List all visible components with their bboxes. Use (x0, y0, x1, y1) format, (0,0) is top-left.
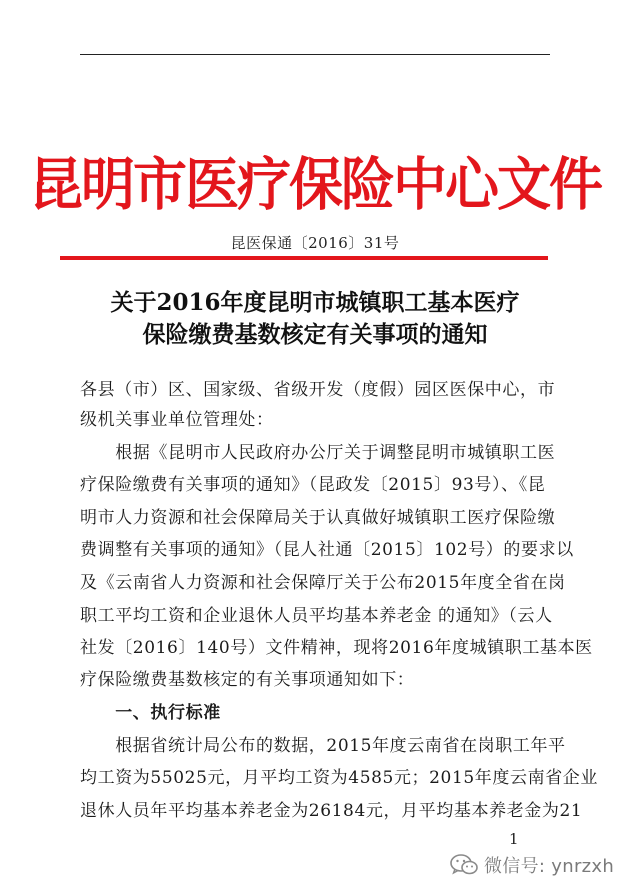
body-line: 级机关事业单位管理处： (80, 410, 274, 430)
notice-title-line-2: 保险缴费基数核定有关事项的通知 (142, 321, 488, 348)
body-line: 疗保险缴费基数核定的有关事项通知如下： (80, 670, 415, 690)
body-line: 职工平均工资和企业退休人员平均基本养老金 的通知》（云人 (80, 606, 553, 626)
body-line: 退休人员年平均基本养老金为26184元，月平均基本养老金为21 (80, 801, 583, 821)
body-line: 各县（市）区、国家级、省级开发（度假）园区医保中心，市 (80, 380, 556, 400)
body-line: 社发〔2016〕140号）文件精神，现将2016年度城镇职工基本医 (80, 638, 593, 658)
body-line: 疗保险缴费有关事项的通知》（昆政发〔2015〕93号）、《昆 (80, 475, 546, 495)
wechat-watermark (450, 850, 614, 880)
body-line: 根据省统计局公布的数据，2015年度云南省在岗职工年平 (80, 736, 566, 756)
document-header-title: 昆明市医疗保险中心文件 (29, 150, 601, 218)
body-line: 费调整有关事项的通知》（昆人社通〔2015〕102号）的要求以 (80, 540, 574, 560)
notice-title-line-1: 关于2016年度昆明市城镇职工基本医疗 (110, 289, 520, 316)
document-number: 昆医保通〔2016〕31号 (230, 234, 400, 252)
watermark-text: 微信号: ynrzxh (484, 856, 615, 877)
body-line: 明市人力资源和社会保障局关于认真做好城镇职工医疗保险缴 (80, 508, 556, 528)
body-line: 根据《昆明市人民政府办公厅关于调整昆明市城镇职工医 (80, 443, 556, 463)
red-divider (60, 256, 548, 260)
top-divider (80, 54, 550, 55)
body-line: 均工资为55025元，月平均工资为4585元；2015年度云南省企业 (80, 768, 599, 788)
page-number: 1 (509, 830, 519, 848)
wechat-icon (450, 854, 478, 876)
section-heading: 一、执行标准 (80, 703, 221, 723)
body-line: 及《云南省人力资源和社会保障厅关于公布2015年度全省在岗 (80, 573, 566, 593)
